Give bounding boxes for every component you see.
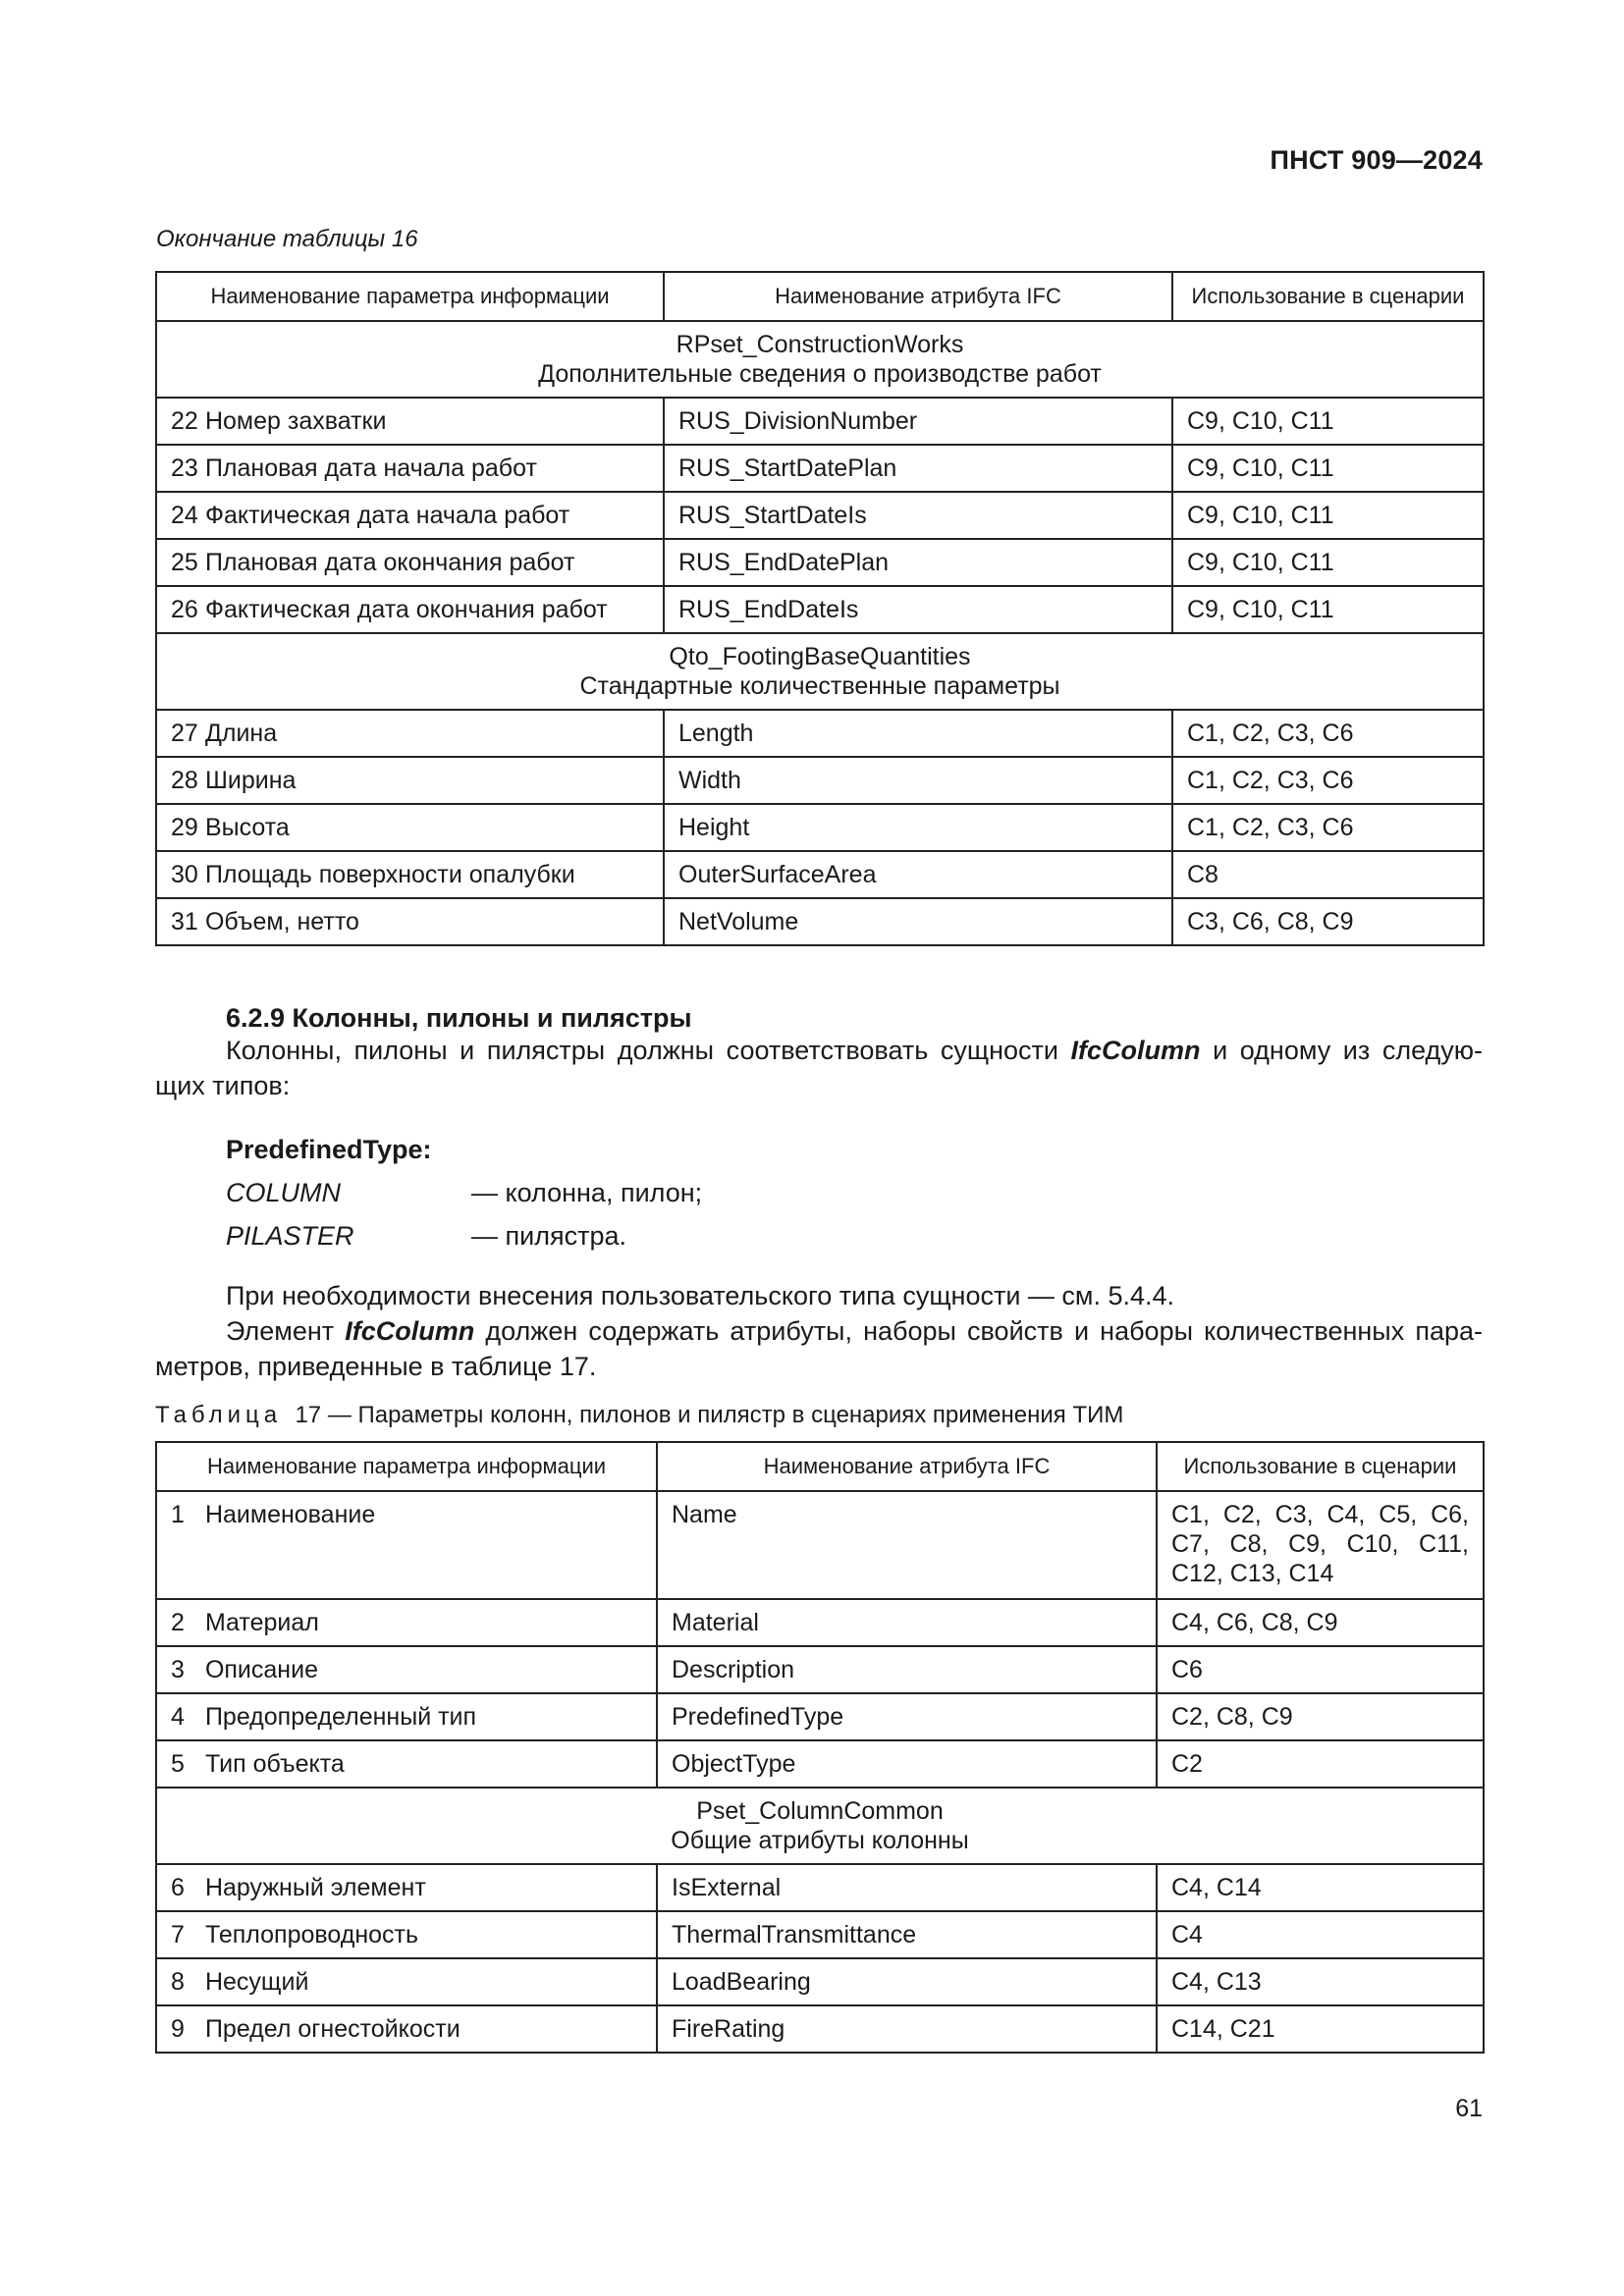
usage-cell: С1, С2, С3, С6 [1172, 757, 1484, 804]
table-row [156, 586, 1484, 633]
row-number: 6 [171, 1874, 185, 1901]
ifc-attribute-cell: RUS_EndDateIs [664, 586, 1172, 633]
ifc-attribute-cell: RUS_DivisionNumber [664, 398, 1172, 445]
row-number: 25 [171, 549, 198, 576]
parameter-name: Теплопроводность [204, 1921, 419, 1949]
row-number: 4 [171, 1703, 185, 1731]
parameter-cell [156, 757, 664, 804]
parameter-name: Плановая дата начала работ [204, 454, 537, 482]
usage-cell: С2 [1157, 1740, 1484, 1788]
table-continuation-label: Окончание таблицы 16 [156, 226, 418, 252]
parameter-cell [156, 1599, 657, 1646]
row-number: 9 [171, 2015, 185, 2043]
table-row [156, 1740, 1484, 1788]
table-row [156, 492, 1484, 539]
row-number: 23 [171, 454, 198, 482]
section-header-row [156, 633, 1484, 710]
table-row [156, 1599, 1484, 1646]
parameter-name: Предопределенный тип [204, 1703, 477, 1731]
table-caption-word: Таблица [155, 1402, 283, 1428]
row-number: 8 [171, 1968, 185, 1996]
usage-cell: С9, С10, С11 [1172, 586, 1484, 633]
usage-cell: С4, С14 [1157, 1864, 1484, 1911]
ifc-attribute-cell: PredefinedType [657, 1693, 1157, 1740]
usage-cell: С1, С2, С3, С6 [1172, 710, 1484, 757]
section-subtitle: Стандартные количественные параметры [579, 672, 1060, 700]
section-header-row [156, 1788, 1484, 1864]
usage-cell: С2, С8, С9 [1157, 1693, 1484, 1740]
parameter-cell [156, 539, 664, 586]
row-number: 24 [171, 502, 198, 529]
parameter-cell [156, 445, 664, 492]
parameter-name: Площадь поверхности опалубки [204, 861, 575, 888]
parameter-name: Несущий [204, 1968, 309, 1996]
ifc-attribute-cell: Length [664, 710, 1172, 757]
column-header-ifc-attribute: Наименование атрибута IFC [664, 272, 1172, 321]
parameter-name: Номер захватки [204, 407, 387, 435]
row-number: 5 [171, 1750, 185, 1778]
parameter-cell [156, 851, 664, 898]
parameter-cell [156, 1693, 657, 1740]
parameter-name: Фактическая дата окончания работ [204, 596, 608, 623]
table-row [156, 2005, 1484, 2053]
parameter-name: Наружный элемент [204, 1874, 426, 1901]
usage-cell: С4 [1157, 1911, 1484, 1958]
ifc-attribute-cell: RUS_StartDateIs [664, 492, 1172, 539]
usage-cell [1157, 1491, 1484, 1599]
row-number: 3 [171, 1656, 185, 1683]
usage-line: С7, С8, С9, С10, С11, [1171, 1530, 1469, 1558]
ifc-attribute-cell: NetVolume [664, 898, 1172, 945]
parameter-cell [156, 1958, 657, 2005]
row-number: 27 [171, 720, 198, 747]
usage-line: С12, С13, С14 [1171, 1560, 1334, 1587]
table-row [156, 1646, 1484, 1693]
table-row [156, 1958, 1484, 2005]
ifc-attribute-cell: FireRating [657, 2005, 1157, 2053]
ifc-attribute-cell: Width [664, 757, 1172, 804]
usage-cell: С9, С10, С11 [1172, 539, 1484, 586]
parameter-name: Наименование [204, 1501, 376, 1528]
type-code: PILASTER [226, 1221, 354, 1251]
intro-line-2: щих типов: [155, 1071, 291, 1100]
section-title: Pset_ColumnCommon [696, 1797, 944, 1825]
parameter-cell [156, 1491, 657, 1599]
ifc-attribute-cell: RUS_StartDatePlan [664, 445, 1172, 492]
parameter-cell [156, 1864, 657, 1911]
column-header-usage: Использование в сценарии [1172, 272, 1484, 321]
custom-type-note: При необходимости внесения пользовательского типа сущности — см. 5.4.4. [226, 1281, 1175, 1310]
table-row [156, 898, 1484, 945]
usage-cell: С14, С21 [1157, 2005, 1484, 2053]
parameter-cell [156, 492, 664, 539]
usage-cell: С4, С6, С8, С9 [1157, 1599, 1484, 1646]
column-header-parameter: Наименование параметра информации [156, 1442, 657, 1491]
element-line-2: метров, приведенные в таблице 17. [155, 1352, 597, 1381]
type-description: — пилястра. [471, 1221, 626, 1251]
ifc-attribute-cell: LoadBearing [657, 1958, 1157, 2005]
usage-cell: С9, С10, С11 [1172, 492, 1484, 539]
intro-paragraph [155, 1033, 1483, 1103]
usage-cell: С6 [1157, 1646, 1484, 1693]
table-row [156, 398, 1484, 445]
usage-line: С1, С2, С3, С4, С5, С6, [1171, 1501, 1469, 1528]
column-header-parameter: Наименование параметра информации [156, 272, 664, 321]
table-caption [155, 1402, 1123, 1429]
table-row [156, 1864, 1484, 1911]
table-row [156, 757, 1484, 804]
ifc-attribute-cell: ObjectType [657, 1740, 1157, 1788]
usage-cell: С4, С13 [1157, 1958, 1484, 2005]
entity-name: IfcColumn [1070, 1036, 1201, 1065]
table-17 [155, 1441, 1485, 2054]
type-description: — колонна, пилон; [471, 1178, 703, 1207]
table-row [156, 710, 1484, 757]
parameter-cell [156, 804, 664, 851]
usage-cell: С1, С2, С3, С6 [1172, 804, 1484, 851]
parameter-name: Длина [204, 720, 278, 747]
parameter-cell [156, 586, 664, 633]
ifc-attribute-cell: OuterSurfaceArea [664, 851, 1172, 898]
ifc-attribute-cell: RUS_EndDatePlan [664, 539, 1172, 586]
parameter-cell [156, 2005, 657, 2053]
parameter-cell [156, 1646, 657, 1693]
parameter-name: Тип объекта [204, 1750, 345, 1778]
usage-cell: С8 [1172, 851, 1484, 898]
table-row [156, 539, 1484, 586]
parameter-cell [156, 710, 664, 757]
element-paragraph [155, 1278, 1483, 1384]
predefined-type-item [226, 1178, 702, 1208]
row-number: 28 [171, 767, 198, 794]
table-row [156, 445, 1484, 492]
type-code: COLUMN [226, 1178, 342, 1207]
table-caption-text: 17 — Параметры колонн, пилонов и пилястр в сценариях применения ТИМ [295, 1402, 1124, 1428]
ifc-attribute-cell: Name [657, 1491, 1157, 1599]
parameter-name: Плановая дата окончания работ [204, 549, 575, 576]
row-number: 31 [171, 908, 198, 935]
page-number: 61 [1455, 2095, 1483, 2122]
section-subtitle: Дополнительные сведения о производстве работ [538, 360, 1102, 388]
usage-cell: С9, С10, С11 [1172, 445, 1484, 492]
section-title: Qto_FootingBaseQuantities [669, 643, 971, 670]
parameter-cell [156, 1911, 657, 1958]
ifc-attribute-cell: IsExternal [657, 1864, 1157, 1911]
row-number: 29 [171, 814, 198, 841]
row-number: 7 [171, 1921, 185, 1949]
table-16 [155, 271, 1485, 946]
table-row [156, 851, 1484, 898]
parameter-cell [156, 1740, 657, 1788]
row-number: 2 [171, 1609, 185, 1636]
parameter-name: Объем, нетто [204, 908, 359, 935]
usage-cell: С9, С10, С11 [1172, 398, 1484, 445]
table-row [156, 1693, 1484, 1740]
parameter-name: Фактическая дата начала работ [204, 502, 570, 529]
row-number: 30 [171, 861, 198, 888]
table-row [156, 1911, 1484, 1958]
ifc-attribute-cell: Description [657, 1646, 1157, 1693]
intro-line-1: Колонны, пилоны и пилястры должны соответствовать сущности IfcColumn и одному из следую- [226, 1036, 1483, 1065]
parameter-name: Описание [204, 1656, 318, 1683]
parameter-name: Ширина [204, 767, 297, 794]
row-number: 26 [171, 596, 198, 623]
section-header-row [156, 321, 1484, 398]
column-header-ifc-attribute: Наименование атрибута IFC [657, 1442, 1157, 1491]
document-code: ПНСТ 909—2024 [1270, 145, 1483, 175]
row-number: 22 [171, 407, 198, 435]
parameter-name: Предел огнестойкости [204, 2015, 460, 2043]
column-header-usage: Использование в сценарии [1157, 1442, 1484, 1491]
predefined-type-item [226, 1221, 626, 1252]
element-line-1: Элемент IfcColumn должен содержать атрибуты, наборы свойств и наборы количественных пара- [226, 1316, 1483, 1346]
predefined-type-heading: PredefinedType: [226, 1135, 432, 1164]
usage-cell: С3, С6, С8, С9 [1172, 898, 1484, 945]
ifc-attribute-cell: ThermalTransmittance [657, 1911, 1157, 1958]
row-number: 1 [171, 1501, 185, 1528]
table-row [156, 804, 1484, 851]
ifc-attribute-cell: Material [657, 1599, 1157, 1646]
table-row [156, 1491, 1484, 1599]
parameter-name: Материал [204, 1609, 319, 1636]
ifc-attribute-cell: Height [664, 804, 1172, 851]
section-heading: 6.2.9 Колонны, пилоны и пилястры [226, 1003, 692, 1033]
section-subtitle: Общие атрибуты колонны [671, 1827, 969, 1854]
parameter-cell [156, 398, 664, 445]
entity-name: IfcColumn [345, 1316, 475, 1346]
section-title: RPset_ConstructionWorks [676, 331, 964, 358]
parameter-cell [156, 898, 664, 945]
parameter-name: Высота [204, 814, 290, 841]
